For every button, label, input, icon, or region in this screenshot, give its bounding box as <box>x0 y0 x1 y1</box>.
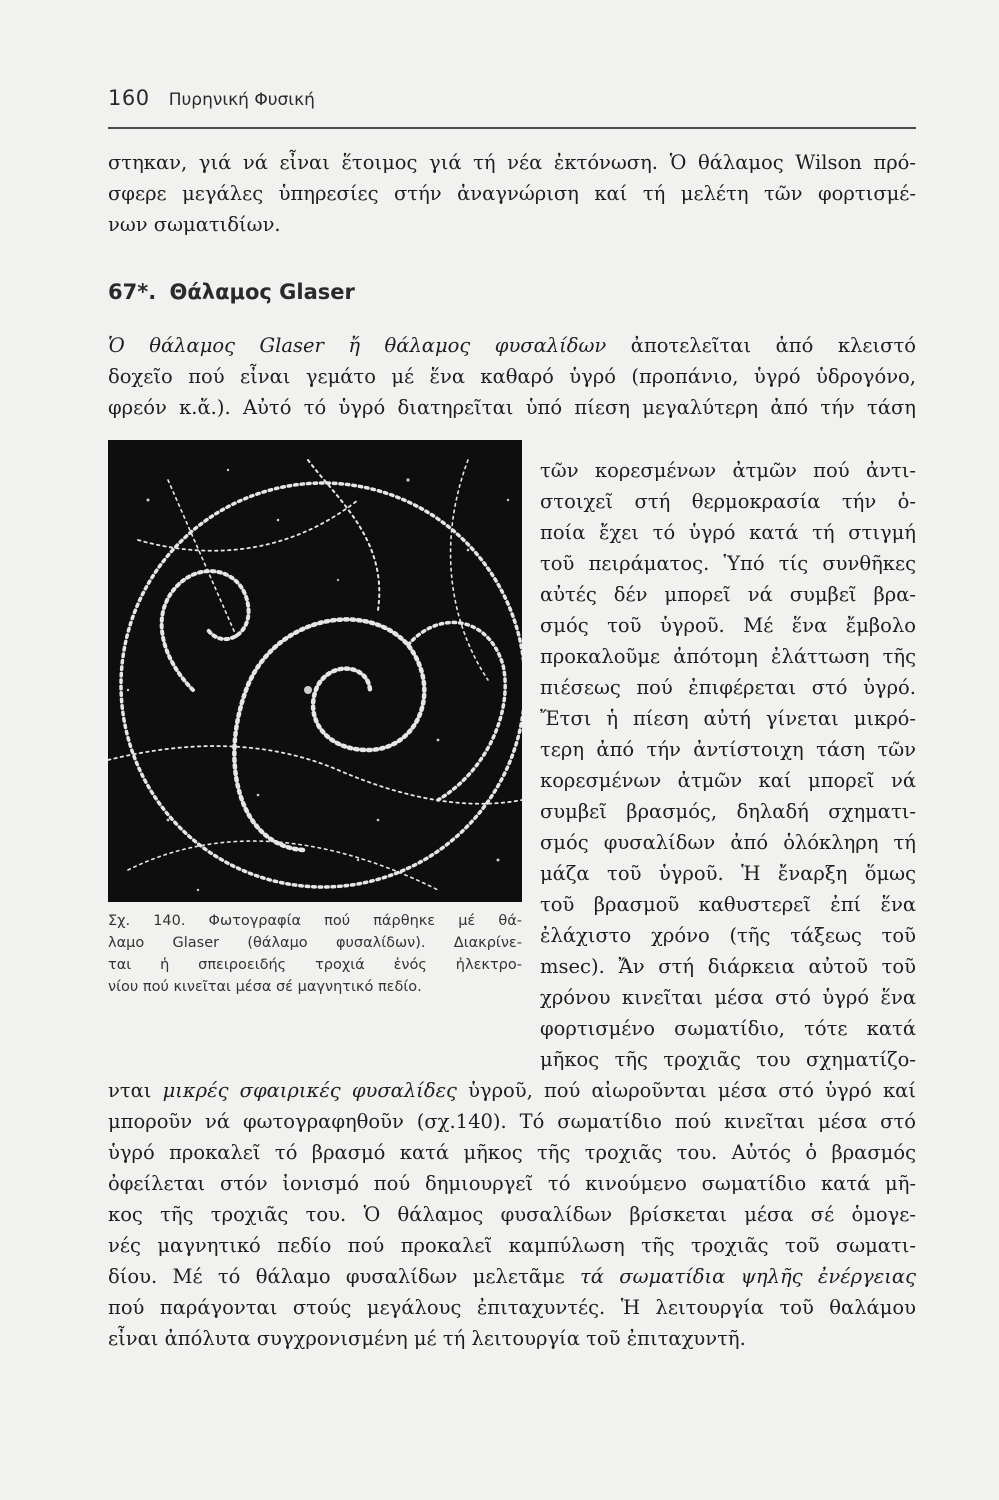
intro-paragraph <box>108 147 916 240</box>
caption-line: Σχ. 140. Φωτογραφία πού πάρθηκε μέ θά- <box>108 913 522 929</box>
italic-term: μικρές σφαιρικές φυσαλίδες <box>162 1079 457 1102</box>
text-line: σμός τοῦ ὑγροῦ. Μέ ἕνα ἔμβολο <box>540 614 916 637</box>
text-line: σμός φυσαλίδων ἀπό ὁλόκληρη τή <box>540 831 916 854</box>
closing-paragraph <box>108 1075 916 1354</box>
text-line: Ἔτσι ἡ πίεση αὐτή γίνεται μικρό- <box>540 707 916 730</box>
running-title: Πυρηνική Φυσική <box>168 90 315 110</box>
text-line: μάζα τοῦ ὑγροῦ. Ἡ ἔναρξη ὅμως <box>540 862 916 885</box>
text-line: μῆκος τῆς τροχιᾶς του σχηματίζο- <box>540 1048 916 1071</box>
text-line: εἶναι ἀπόλυτα συγχρονισμένη μέ τή λειτουργία τοῦ ἐπιταχυντῆ. <box>108 1327 746 1350</box>
text-line: στοιχεῖ στή θερμοκρασία τήν ὁ- <box>540 490 916 513</box>
text-line: χρόνου κινεῖται μέσα στό ὑγρό ἕνα <box>540 986 916 1009</box>
text-line: νων σωματιδίων. <box>108 213 281 236</box>
text-line: κορεσμένων ἀτμῶν καί μπορεῖ νά <box>540 769 916 792</box>
text-line: αὐτές δέν μπορεῖ νά συμβεῖ βρα- <box>540 583 916 606</box>
text-line: μποροῦν νά φωτογραφηθοῦν (σχ.140). Τό σωματίδιο πού κινεῖται μέσα στό <box>108 1110 916 1133</box>
text-line: σφερε μεγάλες ὑπηρεσίες στήν ἀναγνώριση καί τή μελέτη τῶν φορτισμέ- <box>108 182 916 205</box>
text-line: φορτισμένο σωματίδιο, τότε κατά <box>540 1017 916 1040</box>
figure-caption <box>108 910 522 998</box>
section-heading <box>108 280 355 304</box>
text-line: πού παράγονται στούς μεγάλους ἐπιταχυντές. Ἡ λειτουργία τοῦ θαλάμου <box>108 1296 916 1319</box>
caption-line: νίου πού κινεῖται μέσα σέ μαγνητικό πεδίο. <box>108 979 422 995</box>
text-line: Ὁ θάλαμος Glaser ἤ θάλαμος φυσαλίδων ἀποτελεῖται ἀπό κλειστό <box>108 334 916 357</box>
caption-line: λαμο Glaser (θάλαμο φυσαλίδων). Διακρίνε- <box>108 935 522 951</box>
text-line: τῶν κορεσμένων ἀτμῶν πού ἀντι- <box>540 459 916 482</box>
text-line: τερη ἀπό τήν ἀντίστοιχη τάση τῶν <box>540 738 916 761</box>
text-line: συμβεῖ βρασμός, δηλαδή σχηματι- <box>540 800 916 823</box>
text-line: φρεόν κ.ἄ.). Αὐτό τό ὑγρό διατηρεῖται ὑπό πίεση μεγαλύτερη ἀπό τήν τάση <box>108 396 916 419</box>
bubble-chamber-photo <box>108 440 522 902</box>
text-line: δίου. Μέ τό θάλαμο φυσαλίδων μελετᾶμε τά σωματίδια ψηλῆς ἐνέργειας <box>108 1265 916 1288</box>
text-line: msec). Ἄν στή διάρκεια αὐτοῦ τοῦ <box>540 955 916 978</box>
header-rule <box>108 127 916 129</box>
text-line: τοῦ βρασμοῦ καθυστερεῖ ἐπί ἕνα <box>540 893 916 916</box>
page-number: 160 <box>108 86 150 110</box>
section-title: Θάλαμος Glaser <box>169 280 355 304</box>
italic-term: τά σωματίδια ψηλῆς ἐνέργειας <box>580 1265 916 1288</box>
italic-term: Ὁ θάλαμος Glaser ἤ θάλαμος φυσαλίδων <box>108 334 607 357</box>
text-line: νται μικρές σφαιρικές φυσαλίδες ὑγροῦ, πού αἰωροῦνται μέσα στό ὑγρό καί <box>108 1079 916 1102</box>
text-line: τοῦ πειράματος. Ὑπό τίς συνθῆκες <box>540 552 916 575</box>
caption-line: ται ἡ σπειροειδής τροχιά ἑνός ἠλεκτρο- <box>108 957 522 973</box>
text-line: πιέσεως πού ἐπιφέρεται στό ὑγρό. <box>540 676 916 699</box>
text-line: ὀφείλεται στόν ἰονισμό πού δημιουργεῖ τό κινούμενο σωματίδιο κατά μῆ- <box>108 1172 916 1195</box>
text-line: κος τῆς τροχιᾶς του. Ὁ θάλαμος φυσαλίδων βρίσκεται μέσα σέ ὁμογε- <box>108 1203 916 1226</box>
text-line: ἐλάχιστο χρόνο (τῆς τάξεως τοῦ <box>540 924 916 947</box>
section-number: 67*. <box>108 280 157 304</box>
page-header <box>108 86 315 110</box>
text-line: νές μαγνητικό πεδίο πού προκαλεῖ καμπύλωση τῆς τροχιᾶς τοῦ σωματι- <box>108 1234 916 1257</box>
text-line: ὑγρό προκαλεῖ τό βρασμό κατά μῆκος τῆς τροχιᾶς του. Αὐτός ὁ βρασμός <box>108 1141 916 1164</box>
wrapped-paragraph <box>540 455 916 1075</box>
text-line: δοχεῖο πού εἶναι γεμάτο μέ ἕνα καθαρό ὑγρό (προπάνιο, ὑγρό ὑδρογόνο, <box>108 365 916 388</box>
text-line: στηκαν, γιά νά εἶναι ἕτοιμος γιά τή νέα ἐκτόνωση. Ὁ θάλαμος Wilson πρό- <box>108 151 916 174</box>
first-paragraph <box>108 330 916 423</box>
text-line: ποία ἔχει τό ὑγρό κατά τή στιγμή <box>540 521 916 544</box>
text-line: προκαλοῦμε ἀπότομη ἐλάττωση τῆς <box>540 645 916 668</box>
